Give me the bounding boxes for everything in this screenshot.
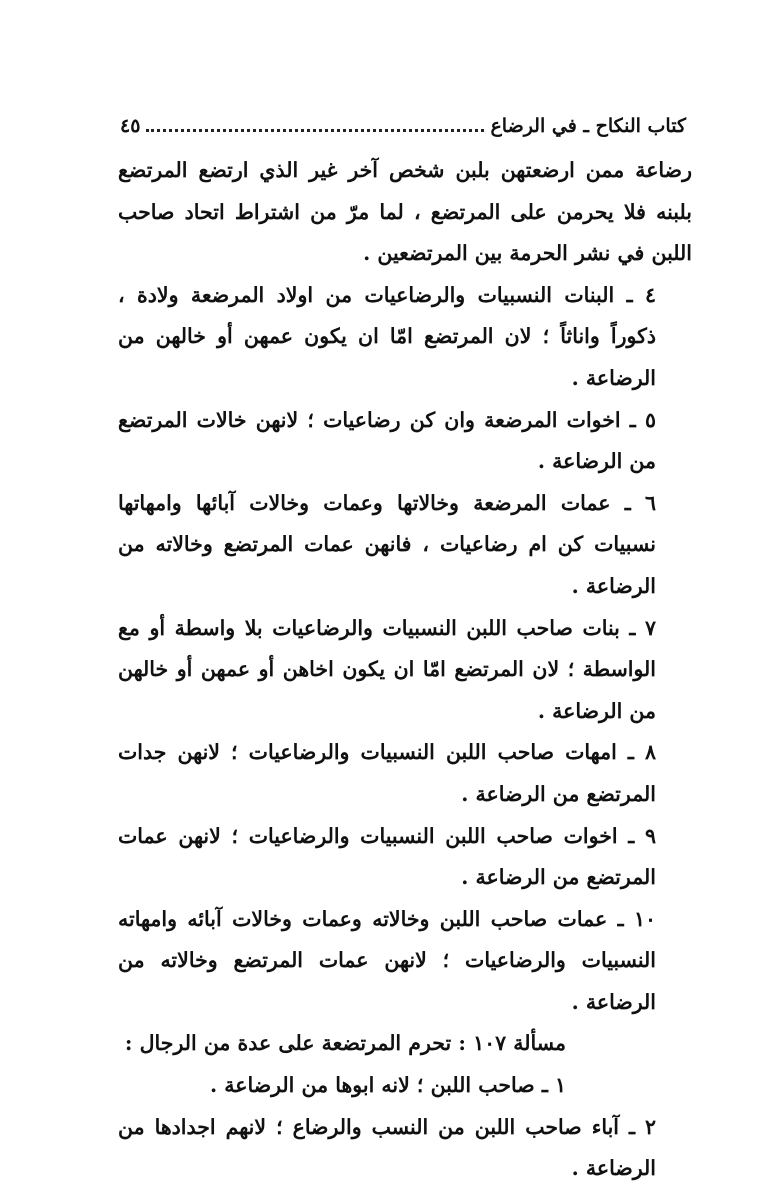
issue-heading: مسألة ١٠٧ : تحرم المرتضعة على عدة من الرجال : <box>124 1031 566 1056</box>
page-number: ٤٥ <box>120 115 141 137</box>
body-text <box>118 150 692 1190</box>
paragraph-item-5: ٥ ـ اخوات المرضعة وان كن رضاعيات ؛ لانهن خالات المرتضع من الرضاعة . <box>118 407 656 474</box>
paragraph-item-8: ٨ ـ امهات صاحب اللبن النسبيات والرضاعيات ؛ لانهن جدات المرتضع من الرضاعة . <box>118 740 656 806</box>
paragraph-continuation: رضاعة ممن ارضعتهن بلبن شخص آخر غير الذي ارتضع المرتضع بلبنه فلا يحرمن على المرتضع ، لما مرّ من اشتراط اتحاد صاحب اللبن في نشر الحرمة بين المرتضعين . <box>118 158 692 266</box>
paragraph-item-6: ٦ ـ عمات المرضعة وخالاتها وعمات وخالات آبائها وامهاتها نسبيات كن ام رضاعيات ، فانهن عمات المرتضع وخالاته من الرضاعة . <box>118 490 656 598</box>
running-header <box>120 104 686 136</box>
dot-leader <box>146 129 484 132</box>
paragraph-item-4: ٤ ـ البنات النسبيات والرضاعيات من اولاد المرضعة ولادة ، ذكوراً واناثاً ؛ لان المرتضع امّا ان يكون عمهن أو خالهن من الرضاعة . <box>118 282 656 390</box>
paragraph-item-9: ٩ ـ اخوات صاحب اللبن النسبيات والرضاعيات ؛ لانهن عمات المرتضع من الرضاعة . <box>118 823 656 890</box>
header-title: كتاب النكاح ـ في الرضاع <box>490 115 686 137</box>
paragraph-issue-item-1: ١ ـ صاحب اللبن ؛ لانه ابوها من الرضاعة . <box>209 1073 566 1098</box>
paragraph-issue-item-2: ٢ ـ آباء صاحب اللبن من النسب والرضاع ؛ لانهم اجدادها من الرضاعة . <box>118 1114 656 1181</box>
paragraph-item-7: ٧ ـ بنات صاحب اللبن النسبيات والرضاعيات بلا واسطة أو مع الواسطة ؛ لان المرتضع امّا ان يكون اخاهن أو عمهن أو خالهن من الرضاعة . <box>118 615 656 723</box>
paragraph-item-10: ١٠ ـ عمات صاحب اللبن وخالاته وعمات وخالات آبائه وامهاته النسبيات والرضاعيات ؛ لانهن عمات المرتضع وخالاته من الرضاعة . <box>118 906 656 1014</box>
